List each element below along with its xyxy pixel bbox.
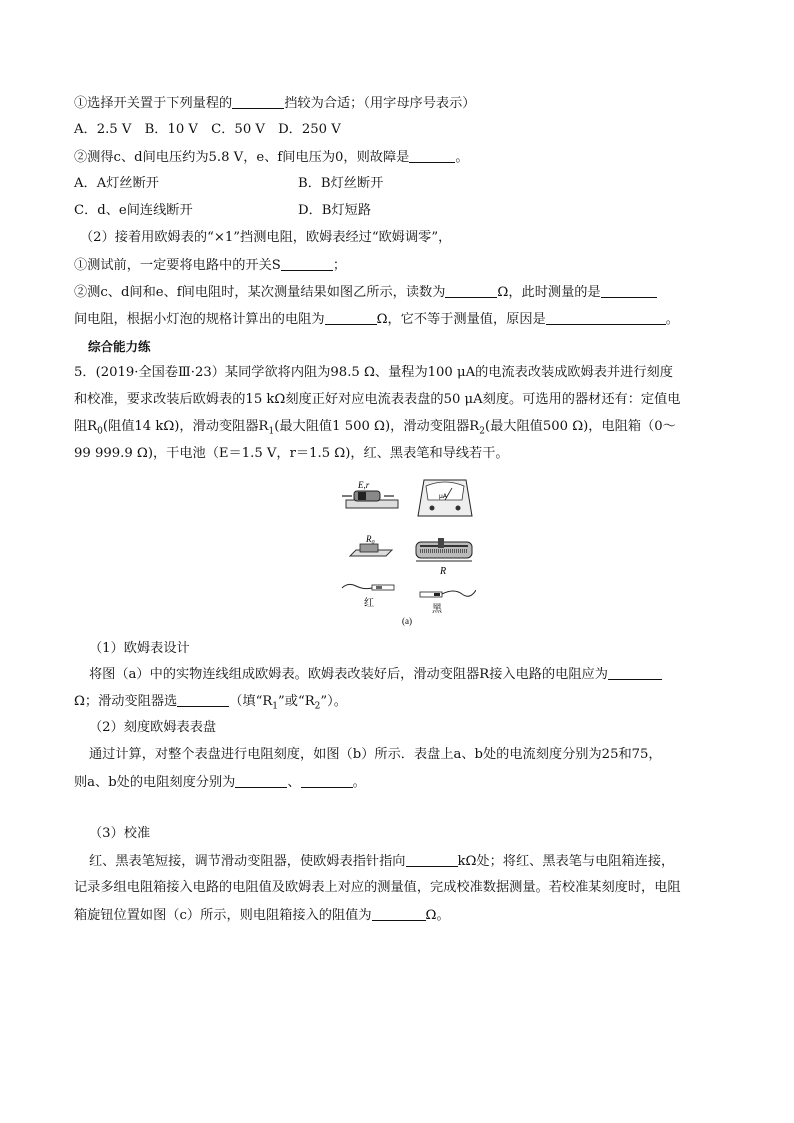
answer-blank[interactable] xyxy=(608,665,662,680)
black-probe-icon xyxy=(420,590,476,597)
apparatus-illustration xyxy=(336,476,476,628)
section-title: 综合能力练 xyxy=(88,339,151,354)
sub3-text-cont: 记录多组电阻箱接入电路的电阻值及欧姆表上对应的测量值，完成校准数据测量。若校准某刻度时，电阻 xyxy=(74,880,681,895)
q5-line2: 和校准，要求改装后欧姆表的15 kΩ刻度正好对应电流表表盘的50 μA刻度。可选用的器材还有：定值电 xyxy=(74,392,681,407)
answer-blank[interactable] xyxy=(177,692,229,707)
q5-line1: 5．(2019·全国卷Ⅲ·23）某同学欲将内阻为98.5 Ω、量程为100 μA的电流表改装成欧姆表并进行刻度 xyxy=(74,365,673,380)
sub1-text-cont: Ω；滑动变阻器选 （填“$R_1$”或“$R_2$”）。 xyxy=(74,694,347,712)
sub1-title: （1）欧姆表设计 xyxy=(89,641,190,656)
red-probe-label: 红 xyxy=(364,598,374,609)
answer-blank[interactable] xyxy=(325,310,377,325)
answer-blank[interactable] xyxy=(406,852,458,867)
q4-item1: ①选择开关置于下列量程的 挡较为合适；（用字母序号表示） xyxy=(74,96,476,111)
sub3-title: （3）校准 xyxy=(89,826,151,841)
answer-blank[interactable] xyxy=(372,906,426,921)
sub2-title: （2）刻度欧姆表表盘 xyxy=(89,720,217,735)
black-probe-label: 黑 xyxy=(432,604,442,615)
option-a: A．A灯丝断开 xyxy=(74,176,159,191)
battery-label: E,r xyxy=(358,480,370,490)
sub3-text-end: 箱旋钮位置如图（c）所示，则电阻箱接入的阻值为 Ω。 xyxy=(74,908,450,923)
figure-a xyxy=(336,476,476,628)
sub1-text: 将图（a）中的实物连线组成欧姆表。欧姆表改装好后，滑动变阻器R接入电路的电阻应为 xyxy=(89,665,662,684)
battery-icon xyxy=(342,491,398,508)
sub2-text: 通过计算，对整个表盘进行电阻刻度，如图（b）所示．表盘上a、b处的电流刻度分别为25和75， xyxy=(89,747,662,762)
red-probe-icon xyxy=(342,584,394,590)
answer-blank[interactable] xyxy=(232,94,284,109)
rheostat-icon xyxy=(416,538,472,561)
microammeter-label: μA xyxy=(439,493,447,500)
option-c: C．d、e间连线断开 xyxy=(74,203,193,218)
q5-line4: 99 999.9 Ω)，干电池（E＝1.5 V，r＝1.5 Ω)，红、黑表笔和导线若干。 xyxy=(74,446,509,461)
q4-item2: ②测得c、d间电压约为5.8 V，e、f间电压为0，则故障是 。 xyxy=(74,150,469,165)
q4-part2-item2-cont: 间电阻，根据小灯泡的规格计算出的电阻为 Ω，它不等于测量值，原因是 。 xyxy=(74,312,679,327)
answer-blank[interactable] xyxy=(281,256,333,271)
q5-line3: 阻$R_0$(阻值14 kΩ)，滑动变阻器$R_1$(最大阻值1 500 Ω)，滑动变阻器$R_2$(最大阻值500 Ω)，电阻箱（0～ xyxy=(74,419,676,437)
answer-blank[interactable] xyxy=(301,773,353,788)
q4-part2-item1: ①测试前，一定要将电路中的开关S ； xyxy=(74,258,347,273)
r0-label: $R_0$ xyxy=(366,534,375,546)
q4-item1-options: A．2.5 V B．10 V C．50 V D．250 V xyxy=(74,122,341,137)
q4-part2-intro: （2）接着用欧姆表的“×1”挡测电阻，欧姆表经过“欧姆调零”， xyxy=(80,230,452,245)
answer-blank[interactable] xyxy=(235,773,287,788)
answer-blank[interactable] xyxy=(546,310,666,325)
answer-blank[interactable] xyxy=(409,148,455,163)
answer-blank[interactable] xyxy=(601,283,657,298)
figure-caption: (a) xyxy=(402,616,412,626)
option-b: B．B灯丝断开 xyxy=(298,176,384,191)
answer-blank[interactable] xyxy=(445,283,497,298)
q4-options-row1 xyxy=(74,175,383,193)
sub2-text-cont: 则a、b处的电阻刻度分别为 、 。 xyxy=(74,775,366,790)
rheostat-label: R xyxy=(440,566,447,577)
q4-options-row2 xyxy=(74,202,371,220)
sub3-text: 红、黑表笔短接，调节滑动变阻器，使欧姆表指针指向 kΩ处；将红、黑表笔与电阻箱连接， xyxy=(89,854,675,869)
q4-part2-item2: ②测c、d间和e、f间电阻时，某次测量结果如图乙所示，读数为 Ω，此时测量的是 xyxy=(74,283,657,302)
option-d: D．B灯短路 xyxy=(298,203,372,218)
